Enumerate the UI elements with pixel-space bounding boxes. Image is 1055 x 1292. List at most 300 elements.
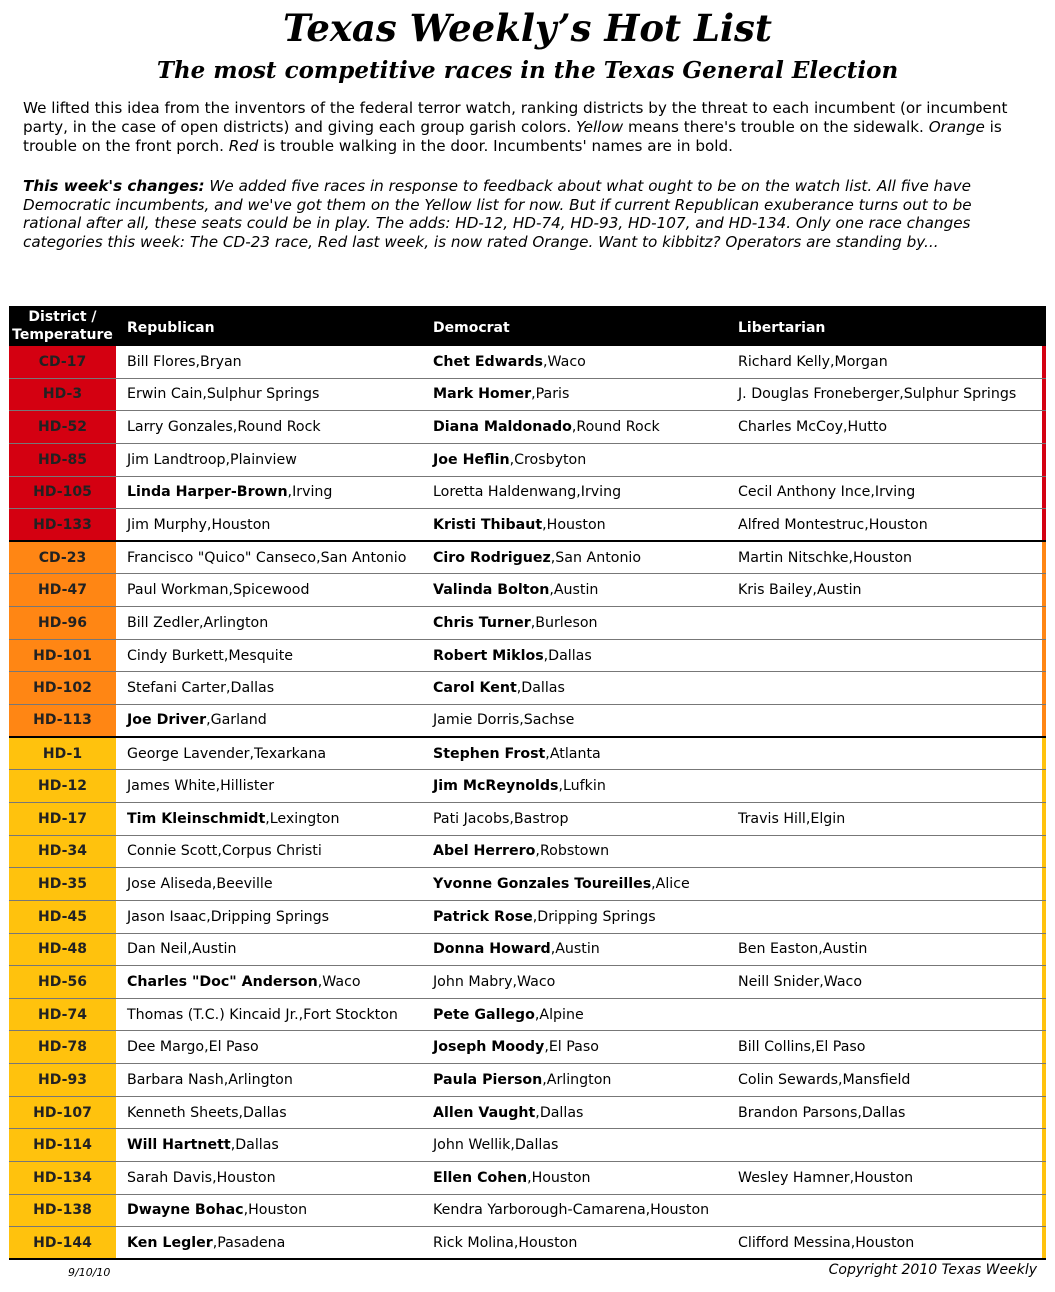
republican-candidate-city: Austin (191, 941, 237, 958)
table-row (9, 1031, 1046, 1064)
democrat-candidate-city: Dallas (548, 647, 592, 664)
democrat-candidate-city: Robstown (539, 843, 610, 860)
libertarian-candidate-cell: Kris Bailey , Austin (738, 582, 862, 599)
temperature-strip (1042, 705, 1046, 736)
republican-candidate-city: Arlington (203, 614, 269, 631)
republican-candidate-cell: Kenneth Sheets , Dallas (127, 1104, 287, 1121)
democrat-candidate-name: Yvonne Gonzales Toureilles (433, 876, 652, 893)
republican-candidate-cell: Bill Zedler , Arlington (127, 614, 269, 631)
district-cell: HD-105 (9, 477, 116, 509)
republican-candidate-name: Bill Flores (127, 353, 196, 370)
republican-candidate-city: Plainview (230, 451, 297, 468)
republican-candidate-city: Bryan (200, 353, 242, 370)
libertarian-candidate-city: Houston (855, 1234, 915, 1251)
republican-candidate-cell: Jason Isaac , Dripping Springs (127, 908, 330, 925)
libertarian-candidate-city: El Paso (815, 1039, 866, 1056)
libertarian-candidate-name: Cecil Anthony Ince (738, 484, 871, 501)
democrat-candidate-city: Dallas (514, 1137, 559, 1154)
republican-candidate-cell: Francisco "Quico" Canseco , San Antonio (127, 549, 407, 566)
republican-candidate-city: Corpus Christi (221, 843, 322, 860)
republican-candidate-name: Charles "Doc" Anderson (127, 973, 318, 990)
democrat-candidate-cell: Patrick Rose , Dripping Springs (433, 908, 656, 925)
libertarian-candidate-city: Irving (874, 484, 916, 501)
republican-candidate-city: Lexington (269, 810, 340, 827)
district-cell: HD-134 (9, 1162, 116, 1194)
democrat-candidate-name: Diana Maldonado (433, 419, 572, 436)
table-row (9, 770, 1046, 803)
democrat-candidate-cell: Joe Heflin , Crosbyton (433, 451, 587, 468)
republican-candidate-city: Dallas (230, 680, 275, 697)
republican-candidate-city: Dallas (243, 1104, 287, 1121)
republican-candidate-cell: Joe Driver , Garland (127, 712, 267, 729)
republican-candidate-cell: Dee Margo , El Paso (127, 1039, 259, 1056)
libertarian-candidate-cell: Travis Hill , Elgin (738, 810, 846, 827)
table-row (9, 1097, 1046, 1130)
republican-candidate-name: James White (127, 778, 216, 795)
page-subtitle: The most competitive races in the Texas General Election (156, 57, 899, 84)
temperature-strip (1042, 574, 1046, 606)
democrat-candidate-cell: Pete Gallego , Alpine (433, 1006, 584, 1023)
district-cell: HD-133 (9, 509, 116, 540)
libertarian-candidate-name: J. Douglas Froneberger (738, 386, 900, 403)
header-democrat: Democrat (433, 320, 510, 336)
libertarian-candidate-cell: Charles McCoy , Hutto (738, 419, 888, 436)
table-row (9, 509, 1046, 542)
democrat-candidate-city: Lufkin (563, 778, 606, 795)
district-cell: HD-45 (9, 901, 116, 933)
republican-candidate-cell: Bill Flores , Bryan (127, 353, 242, 370)
table-row (9, 346, 1046, 379)
republican-candidate-cell: Will Hartnett , Dallas (127, 1137, 279, 1154)
table-row (9, 999, 1046, 1032)
table-row (9, 901, 1046, 934)
table-row (9, 1195, 1046, 1228)
libertarian-candidate-city: Austin (816, 582, 862, 599)
republican-candidate-name: Tim Kleinschmidt (127, 810, 266, 827)
democrat-candidate-city: Crosbyton (514, 451, 587, 468)
democrat-candidate-name: Paula Pierson (433, 1071, 543, 1088)
temperature-strip (1042, 477, 1046, 509)
republican-candidate-name: Cindy Burkett (127, 647, 224, 664)
table-row (9, 803, 1046, 836)
republican-candidate-cell: Stefani Carter , Dallas (127, 680, 275, 697)
democrat-candidate-city: Dripping Springs (537, 908, 656, 925)
democrat-candidate-cell: Mark Homer , Paris (433, 386, 570, 403)
table-row (9, 542, 1046, 575)
header-district-line1: District / (28, 309, 97, 325)
libertarian-candidate-name: Bill Collins (738, 1039, 811, 1056)
table-row (9, 1227, 1046, 1260)
republican-candidate-city: Garland (210, 712, 267, 729)
temperature-strip (1042, 542, 1046, 574)
democrat-candidate-cell: Paula Pierson , Arlington (433, 1071, 612, 1088)
democrat-candidate-cell: Donna Howard , Austin (433, 941, 600, 958)
republican-candidate-city: Houston (248, 1202, 308, 1219)
table-body (9, 346, 1046, 1260)
temperature-strip (1042, 607, 1046, 639)
libertarian-candidate-cell: Alfred Montestruc , Houston (738, 516, 928, 533)
republican-candidate-city: Houston (216, 1169, 276, 1186)
democrat-candidate-city: Houston (650, 1202, 710, 1219)
republican-candidate-cell: Dwayne Bohac , Houston (127, 1202, 308, 1219)
republican-candidate-cell: Jim Landtroop , Plainview (127, 451, 297, 468)
republican-candidate-city: Hillister (220, 778, 275, 795)
republican-candidate-name: Jose Aliseda (127, 876, 212, 893)
republican-candidate-city: Irving (292, 484, 333, 501)
intro-text-2: means there's trouble on the sidewalk. (623, 118, 929, 136)
republican-candidate-cell: Charles "Doc" Anderson , Waco (127, 973, 361, 990)
democrat-candidate-name: Joe Heflin (433, 451, 510, 468)
republican-candidate-city: San Antonio (320, 549, 407, 566)
temperature-strip (1042, 1097, 1046, 1129)
democrat-candidate-city: Round Rock (576, 419, 660, 436)
republican-candidate-name: Dan Neil (127, 941, 188, 958)
temperature-strip (1042, 868, 1046, 900)
intro-paragraph (23, 99, 1023, 156)
republican-candidate-cell: Linda Harper-Brown , Irving (127, 484, 333, 501)
democrat-candidate-name: Chris Turner (433, 614, 531, 631)
temperature-strip (1042, 1195, 1046, 1227)
democrat-candidate-name: Jamie Dorris (433, 712, 520, 729)
democrat-candidate-cell: Pati Jacobs , Bastrop (433, 810, 569, 827)
republican-candidate-cell: Ken Legler , Pasadena (127, 1234, 286, 1251)
democrat-candidate-name: Robert Miklos (433, 647, 544, 664)
libertarian-candidate-name: Clifford Messina (738, 1234, 851, 1251)
changes-text: We added five races in response to feedback about what ought to be on the watch list. All five have Democratic incumbents, and we've got them on the Yellow list for now. But if current Republican exuberance turns out to be rational after all, these seats could be in play. The adds: HD-12, HD-74, HD-93, HD-107, and HD-134. Only one race changes categories this week: The CD-23 race, Red last week, is now rated Orange. Want to kibbitz? Operators are standing by... (23, 177, 972, 251)
democrat-candidate-cell: Jamie Dorris , Sachse (433, 712, 575, 729)
table-header (9, 306, 1046, 346)
republican-candidate-city: Beeville (216, 876, 273, 893)
page-title: Texas Weekly’s Hot List (283, 6, 772, 50)
republican-candidate-name: Jim Murphy (127, 516, 207, 533)
table-row (9, 574, 1046, 607)
democrat-candidate-city: Houston (546, 516, 606, 533)
democrat-candidate-city: Dallas (521, 680, 565, 697)
republican-candidate-name: George Lavender (127, 745, 250, 762)
table-row (9, 836, 1046, 869)
table-row (9, 1129, 1046, 1162)
intro-red: Red (228, 137, 259, 155)
republican-candidate-name: Larry Gonzales (127, 419, 233, 436)
temperature-strip (1042, 1227, 1046, 1258)
democrat-candidate-name: Jim McReynolds (433, 778, 559, 795)
table-row (9, 738, 1046, 771)
democrat-candidate-name: Rick Molina (433, 1234, 514, 1251)
temperature-strip (1042, 966, 1046, 998)
libertarian-candidate-city: Dallas (861, 1104, 906, 1121)
table-row (9, 672, 1046, 705)
republican-candidate-name: Connie Scott (127, 843, 218, 860)
republican-candidate-cell: James White , Hillister (127, 778, 275, 795)
democrat-candidate-city: Sachse (523, 712, 575, 729)
democrat-candidate-name: Stephen Frost (433, 745, 546, 762)
republican-candidate-name: Linda Harper-Brown (127, 484, 288, 501)
temperature-strip (1042, 444, 1046, 476)
democrat-candidate-name: Kendra Yarborough-Camarena (433, 1202, 646, 1219)
table-row (9, 640, 1046, 673)
libertarian-candidate-cell: Neill Snider , Waco (738, 973, 862, 990)
district-cell: HD-56 (9, 966, 116, 998)
republican-candidate-cell: Thomas (T.C.) Kincaid Jr. , Fort Stockton (127, 1006, 398, 1023)
libertarian-candidate-name: Richard Kelly (738, 353, 830, 370)
republican-candidate-name: Will Hartnett (127, 1137, 231, 1154)
democrat-candidate-cell: Ellen Cohen , Houston (433, 1169, 591, 1186)
democrat-candidate-name: Donna Howard (433, 941, 551, 958)
header-republican: Republican (127, 320, 215, 336)
table-row (9, 444, 1046, 477)
democrat-candidate-name: Abel Herrero (433, 843, 536, 860)
libertarian-candidate-name: Alfred Montestruc (738, 516, 865, 533)
table-row (9, 411, 1046, 444)
temperature-strip (1042, 1031, 1046, 1063)
republican-candidate-cell: Sarah Davis , Houston (127, 1169, 276, 1186)
republican-candidate-name: Bill Zedler (127, 614, 200, 631)
district-cell: HD-1 (9, 738, 116, 770)
intro-text-1: We lifted this idea from the inventors of the federal terror watch, ranking districts by the threat to each incumbent (or incumbent party, in the case of open districts) and giving each group garish colors. (23, 99, 1008, 136)
district-cell: HD-74 (9, 999, 116, 1031)
democrat-candidate-city: Austin (553, 582, 599, 599)
intro-text-4: is trouble walking in the door. Incumbents' names are in bold. (258, 137, 733, 155)
democrat-candidate-name: Pete Gallego (433, 1006, 535, 1023)
republican-candidate-name: Kenneth Sheets (127, 1104, 239, 1121)
temperature-strip (1042, 672, 1046, 704)
libertarian-candidate-name: Neill Snider (738, 973, 820, 990)
democrat-candidate-city: Burleson (535, 614, 598, 631)
republican-candidate-cell: Paul Workman , Spicewood (127, 582, 310, 599)
democrat-candidate-cell: Loretta Haldenwang , Irving (433, 484, 622, 501)
republican-candidate-name: Stefani Carter (127, 680, 226, 697)
libertarian-candidate-name: Colin Sewards (738, 1071, 838, 1088)
republican-candidate-name: Francisco "Quico" Canseco (127, 549, 317, 566)
libertarian-candidate-city: Houston (853, 549, 912, 566)
intro-text-3: is trouble on the front porch. (23, 118, 1002, 155)
republican-candidate-name: Ken Legler (127, 1234, 213, 1251)
republican-candidate-city: Texarkana (254, 745, 327, 762)
democrat-candidate-cell: John Mabry , Waco (433, 973, 556, 990)
footer-copyright: Copyright 2010 Texas Weekly (828, 1262, 1037, 1278)
republican-candidate-cell: Cindy Burkett , Mesquite (127, 647, 293, 664)
libertarian-candidate-city: Houston (868, 516, 928, 533)
libertarian-candidate-city: Hutto (847, 419, 888, 436)
democrat-candidate-city: Bastrop (513, 810, 569, 827)
table-row (9, 379, 1046, 412)
libertarian-candidate-cell: Martin Nitschke , Houston (738, 549, 912, 566)
democrat-candidate-name: Loretta Haldenwang (433, 484, 577, 501)
district-cell: HD-52 (9, 411, 116, 443)
table-row (9, 1162, 1046, 1195)
district-cell: HD-78 (9, 1031, 116, 1063)
temperature-strip (1042, 803, 1046, 835)
libertarian-candidate-name: Brandon Parsons (738, 1104, 858, 1121)
democrat-candidate-cell: Jim McReynolds , Lufkin (433, 778, 606, 795)
republican-candidate-name: Jason Isaac (127, 908, 207, 925)
republican-candidate-city: Dripping Springs (210, 908, 330, 925)
democrat-candidate-city: Austin (555, 941, 600, 958)
district-cell: HD-12 (9, 770, 116, 802)
district-cell: CD-23 (9, 542, 116, 574)
democrat-candidate-city: Alpine (539, 1006, 584, 1023)
republican-candidate-cell: Jose Aliseda , Beeville (127, 876, 273, 893)
temperature-strip (1042, 738, 1046, 770)
republican-candidate-cell: Jim Murphy , Houston (127, 516, 271, 533)
libertarian-candidate-cell: Cecil Anthony Ince , Irving (738, 484, 916, 501)
republican-candidate-city: Sulphur Springs (206, 386, 320, 403)
democrat-candidate-name: Ciro Rodriguez (433, 549, 551, 566)
republican-candidate-city: Fort Stockton (303, 1006, 398, 1023)
libertarian-candidate-cell: Brandon Parsons , Dallas (738, 1104, 906, 1121)
district-cell: HD-114 (9, 1129, 116, 1161)
table-row (9, 477, 1046, 510)
temperature-strip (1042, 1129, 1046, 1161)
democrat-candidate-cell: Yvonne Gonzales Toureilles , Alice (433, 876, 690, 893)
democrat-candidate-city: Alice (655, 876, 690, 893)
republican-candidate-cell: Tim Kleinschmidt , Lexington (127, 810, 340, 827)
republican-candidate-city: Dallas (235, 1137, 279, 1154)
district-cell: HD-102 (9, 672, 116, 704)
republican-candidate-city: Waco (322, 973, 361, 990)
democrat-candidate-cell: Chet Edwards , Waco (433, 353, 586, 370)
democrat-candidate-cell: Ciro Rodriguez , San Antonio (433, 549, 642, 566)
district-cell: HD-144 (9, 1227, 116, 1258)
temperature-strip (1042, 509, 1046, 540)
democrat-candidate-cell: Carol Kent , Dallas (433, 680, 565, 697)
header-district-line2: Temperature (12, 327, 113, 343)
table-row (9, 705, 1046, 738)
republican-candidate-name: Joe Driver (127, 712, 207, 729)
temperature-strip (1042, 836, 1046, 868)
republican-candidate-cell: Barbara Nash , Arlington (127, 1071, 293, 1088)
district-cell: HD-48 (9, 934, 116, 966)
democrat-candidate-name: Patrick Rose (433, 908, 533, 925)
table-row (9, 607, 1046, 640)
democrat-candidate-cell: Joseph Moody , El Paso (433, 1039, 599, 1056)
democrat-candidate-cell: Diana Maldonado , Round Rock (433, 419, 660, 436)
libertarian-candidate-city: Morgan (834, 353, 888, 370)
republican-candidate-name: Erwin Cain (127, 386, 203, 403)
democrat-candidate-cell: Valinda Bolton , Austin (433, 582, 599, 599)
libertarian-candidate-cell: Clifford Messina , Houston (738, 1234, 915, 1251)
libertarian-candidate-name: Charles McCoy (738, 419, 844, 436)
republican-candidate-city: Spicewood (233, 582, 310, 599)
democrat-candidate-city: Arlington (546, 1071, 612, 1088)
temperature-strip (1042, 346, 1046, 378)
republican-candidate-cell: Larry Gonzales , Round Rock (127, 419, 321, 436)
table-row (9, 934, 1046, 967)
democrat-candidate-name: Valinda Bolton (433, 582, 550, 599)
republican-candidate-city: Arlington (228, 1071, 293, 1088)
district-cell: HD-85 (9, 444, 116, 476)
republican-candidate-name: Barbara Nash (127, 1071, 224, 1088)
temperature-strip (1042, 901, 1046, 933)
temperature-strip (1042, 1064, 1046, 1096)
libertarian-candidate-cell: Wesley Hamner , Houston (738, 1169, 914, 1186)
table-row (9, 868, 1046, 901)
district-cell: HD-3 (9, 379, 116, 411)
district-cell: HD-96 (9, 607, 116, 639)
table-row (9, 1064, 1046, 1097)
libertarian-candidate-city: Waco (823, 973, 862, 990)
democrat-candidate-cell: Rick Molina , Houston (433, 1234, 578, 1251)
libertarian-candidate-name: Martin Nitschke (738, 549, 849, 566)
libertarian-candidate-city: Mansfield (842, 1071, 911, 1088)
district-cell: HD-138 (9, 1195, 116, 1227)
democrat-candidate-cell: Abel Herrero , Robstown (433, 843, 610, 860)
republican-candidate-city: Pasadena (217, 1234, 286, 1251)
republican-candidate-name: Sarah Davis (127, 1169, 213, 1186)
democrat-candidate-name: Chet Edwards (433, 353, 543, 370)
republican-candidate-city: Houston (211, 516, 271, 533)
district-cell: HD-107 (9, 1097, 116, 1129)
democrat-candidate-name: John Wellik (433, 1137, 511, 1154)
democrat-candidate-name: Carol Kent (433, 680, 517, 697)
libertarian-candidate-name: Kris Bailey (738, 582, 813, 599)
democrat-candidate-cell: John Wellik , Dallas (433, 1137, 559, 1154)
district-cell: HD-101 (9, 640, 116, 672)
temperature-strip (1042, 770, 1046, 802)
democrat-candidate-cell: Chris Turner , Burleson (433, 614, 598, 631)
header-district (9, 308, 116, 344)
democrat-candidate-name: Mark Homer (433, 386, 532, 403)
democrat-candidate-city: Houston (531, 1169, 591, 1186)
libertarian-candidate-name: Travis Hill (738, 810, 806, 827)
democrat-candidate-cell: Robert Miklos , Dallas (433, 647, 592, 664)
democrat-candidate-city: San Antonio (555, 549, 642, 566)
republican-candidate-city: Mesquite (228, 647, 293, 664)
democrat-candidate-city: Houston (518, 1234, 578, 1251)
democrat-candidate-city: Waco (547, 353, 586, 370)
libertarian-candidate-cell: Richard Kelly , Morgan (738, 353, 888, 370)
democrat-candidate-name: Kristi Thibaut (433, 516, 543, 533)
temperature-strip (1042, 411, 1046, 443)
temperature-strip (1042, 934, 1046, 966)
intro-yellow: Yellow (576, 118, 624, 136)
republican-candidate-name: Paul Workman (127, 582, 229, 599)
democrat-candidate-city: Paris (535, 386, 570, 403)
temperature-strip (1042, 1162, 1046, 1194)
democrat-candidate-city: Dallas (539, 1104, 584, 1121)
libertarian-candidate-name: Ben Easton (738, 941, 819, 958)
temperature-strip (1042, 640, 1046, 672)
democrat-candidate-city: Irving (580, 484, 622, 501)
libertarian-candidate-city: Houston (854, 1169, 914, 1186)
libertarian-candidate-city: Elgin (810, 810, 846, 827)
changes-paragraph (23, 177, 1023, 251)
republican-candidate-cell: Connie Scott , Corpus Christi (127, 843, 322, 860)
republican-candidate-city: Round Rock (237, 419, 321, 436)
republican-candidate-cell: Erwin Cain , Sulphur Springs (127, 386, 320, 403)
district-cell: CD-17 (9, 346, 116, 378)
democrat-candidate-name: John Mabry (433, 973, 513, 990)
democrat-candidate-name: Pati Jacobs (433, 810, 510, 827)
republican-candidate-name: Dwayne Bohac (127, 1202, 244, 1219)
republican-candidate-name: Thomas (T.C.) Kincaid Jr. (127, 1006, 299, 1023)
temperature-strip (1042, 999, 1046, 1031)
table-row (9, 966, 1046, 999)
district-cell: HD-93 (9, 1064, 116, 1096)
libertarian-candidate-cell: Bill Collins , El Paso (738, 1039, 866, 1056)
republican-candidate-name: Jim Landtroop (127, 451, 226, 468)
libertarian-candidate-cell: J. Douglas Froneberger , Sulphur Springs (738, 386, 1017, 403)
header-libertarian: Libertarian (738, 320, 826, 336)
republican-candidate-city: El Paso (208, 1039, 259, 1056)
changes-label: This week's changes: (23, 177, 205, 195)
democrat-candidate-cell: Kristi Thibaut , Houston (433, 516, 606, 533)
democrat-candidate-city: Waco (517, 973, 556, 990)
republican-candidate-cell: George Lavender , Texarkana (127, 745, 327, 762)
district-cell: HD-113 (9, 705, 116, 736)
democrat-candidate-cell: Kendra Yarborough-Camarena , Houston (433, 1202, 710, 1219)
district-cell: HD-34 (9, 836, 116, 868)
